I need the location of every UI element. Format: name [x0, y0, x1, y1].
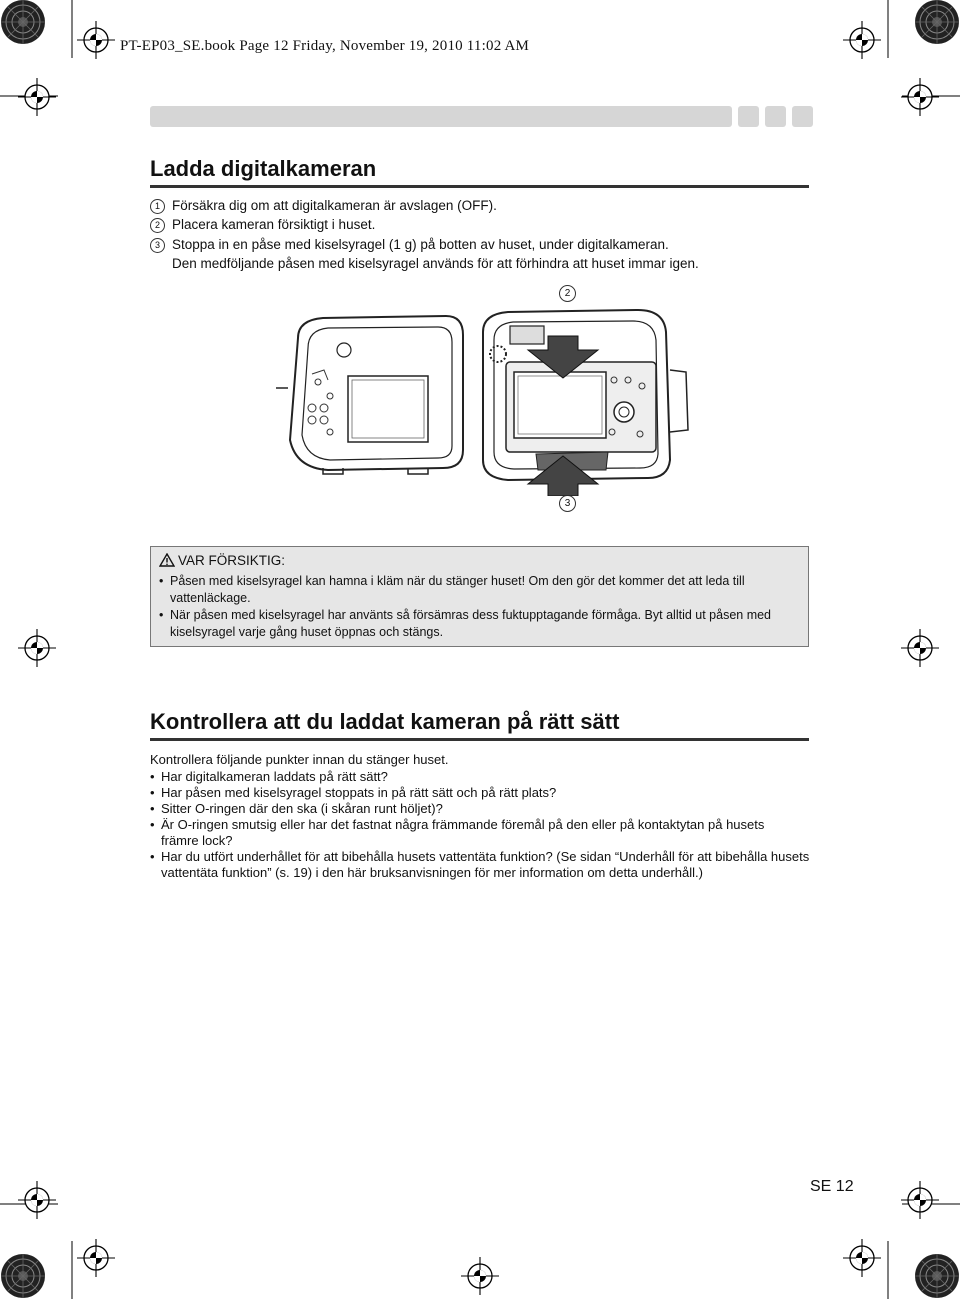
figure-label-text: 2	[564, 288, 571, 299]
step-item	[150, 196, 497, 215]
figure-label-text: 3	[564, 498, 571, 509]
caution-box	[150, 546, 809, 647]
page-number: SE 12	[810, 1178, 854, 1195]
check-item-text: Sitter O-ringen där den ska (i skåran runt höljet)?	[161, 801, 443, 816]
step-text: Stoppa in en påse med kiselsyragel (1 g) på botten av huset, under digitalkameran.	[172, 237, 669, 252]
header-bar	[150, 106, 732, 127]
section-title: Kontrollera att du laddat kameran på rätt sätt	[150, 709, 620, 734]
check-item: • Har digitalkameran laddats på rätt sätt?	[150, 769, 388, 784]
section-rule	[150, 185, 809, 188]
header-tab	[792, 106, 813, 127]
header-tab	[738, 106, 759, 127]
check-item-text: Har digitalkameran laddats på rätt sätt?	[161, 769, 388, 784]
check-item-text: Har du utfört underhållet för att bibehålla husets vattentäta funktion? (Se sidan “Underhåll för att bibehålla husets vattentäta funktion” (s. 19) i den här bruksanvisningen för mer information om detta underhåll.)	[161, 849, 810, 880]
step-text: Försäkra dig om att digitalkameran är avslagen (OFF).	[172, 198, 497, 213]
step-number: 2	[150, 218, 165, 233]
caution-item: • När påsen med kiselsyragel har använts så försämras dess fuktupptagande förmåga. Byt alltid ut påsen med kiselsyragel varje gång huset öppnas och stängs.	[159, 607, 799, 641]
step-text: Placera kameran försiktigt i huset.	[172, 217, 376, 232]
print-slug: PT-EP03_SE.book Page 12 Friday, November 19, 2010 11:02 AM	[120, 38, 530, 54]
step-number: 1	[150, 199, 165, 214]
header-tab	[765, 106, 786, 127]
check-item: • Sitter O-ringen där den ska (i skåran runt höljet)?	[150, 801, 443, 816]
check-item: • Har påsen med kiselsyragel stoppats in på rätt sätt och på rätt plats?	[150, 785, 557, 800]
section-title: Ladda digitalkameran	[150, 156, 377, 181]
step-number: 3	[150, 238, 165, 253]
caution-item: • Påsen med kiselsyragel kan hamna i kläm när du stänger huset! Om den gör det kommer det att leda till vattenläckage.	[159, 573, 799, 607]
figure-label-3	[559, 495, 576, 512]
housing-illustration	[268, 300, 698, 496]
check-intro: Kontrollera följande punkter innan du stänger huset.	[150, 752, 449, 767]
check-item-text: Är O-ringen smutsig eller har det fastnat några främmande föremål på den eller på kontaktytan på husets främre lock?	[161, 817, 765, 848]
warning-triangle-icon	[159, 553, 175, 567]
caution-title: VAR FÖRSIKTIG:	[178, 553, 286, 568]
section-rule	[150, 738, 809, 741]
caution-item-text: När påsen med kiselsyragel har använts så försämras dess fuktupptagande förmåga. Byt alltid ut påsen med kiselsyragel varje gång huset öppnas och stängs.	[170, 608, 772, 639]
caution-item-text: Påsen med kiselsyragel kan hamna i kläm när du stänger huset! Om den gör det kommer det att leda till vattenläckage.	[170, 574, 745, 605]
check-list	[150, 752, 810, 881]
step-continuation: Den medföljande påsen med kiselsyragel används för att förhindra att huset immar igen.	[172, 256, 699, 271]
step-item	[150, 235, 669, 254]
check-item: • Är O-ringen smutsig eller har det fastnat några främmande föremål på den eller på kontaktytan på husets främre lock?	[150, 817, 765, 848]
check-item: • Har du utfört underhållet för att bibehålla husets vattentäta funktion? (Se sidan “Underhåll för att bibehålla husets vattentäta funktion” (s. 19) i den här bruksanvisningen för mer information om detta underhåll.)	[150, 849, 810, 880]
caution-header	[159, 553, 285, 568]
step-item	[150, 215, 375, 234]
check-item-text: Har påsen med kiselsyragel stoppats in på rätt sätt och på rätt plats?	[161, 785, 557, 800]
